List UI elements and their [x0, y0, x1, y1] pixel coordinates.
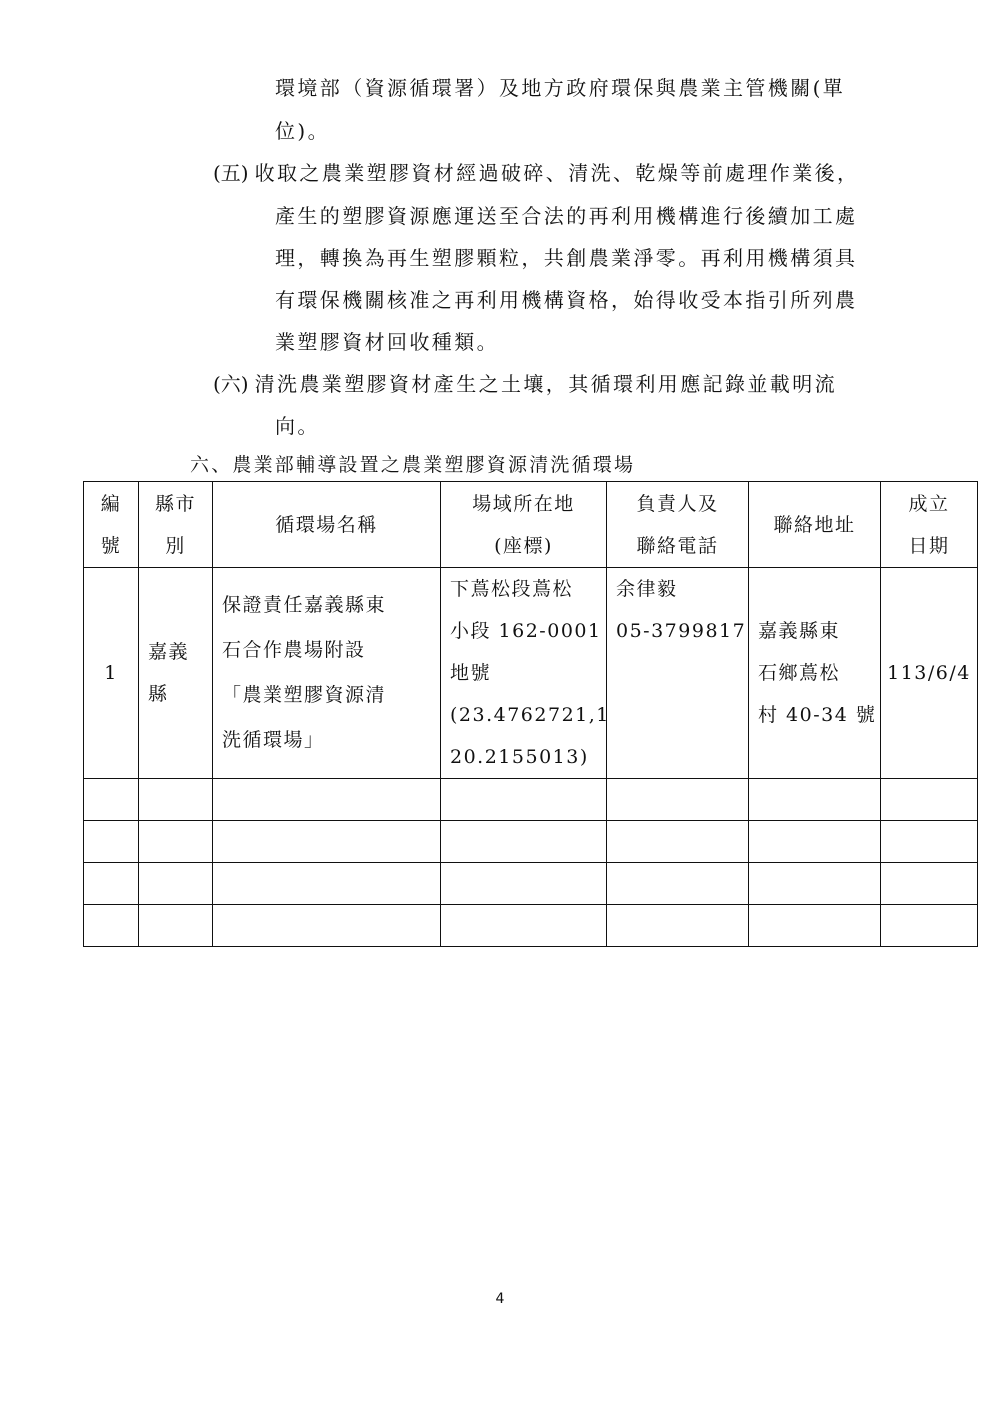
- cell-text: (23.4762721,1: [450, 704, 610, 726]
- body-line: 理，轉換為再生塑膠顆粒，共創農業淨零。再利用機構須具: [275, 246, 858, 270]
- empty-cell: [139, 779, 213, 821]
- cell-text: 嘉義縣東: [758, 620, 841, 642]
- body-line: 產生的塑膠資源應運送至合法的再利用機構進行後續加工處: [275, 204, 858, 228]
- table-row-empty: [84, 863, 978, 905]
- empty-cell: [749, 905, 881, 947]
- cell-text: 「農業塑膠資源清: [222, 684, 387, 706]
- body-line: 業塑膠資材回收種類。: [275, 330, 499, 354]
- empty-cell: [139, 863, 213, 905]
- header-text: 成立: [908, 492, 950, 515]
- body-line: 環境部（資源循環署）及地方政府環保與農業主管機關(單: [275, 76, 846, 100]
- header-location: [441, 482, 607, 568]
- header-address: [749, 482, 881, 568]
- header-name: [213, 482, 441, 568]
- empty-cell: [607, 905, 749, 947]
- header-date: [881, 482, 978, 568]
- header-text: 日期: [908, 534, 950, 557]
- header-text: 場域所在地: [472, 492, 575, 515]
- body-line: 收取之農業塑膠資材經過破碎、清洗、乾燥等前處理作業後，: [254, 161, 860, 185]
- cell-county: [139, 568, 213, 779]
- cell-address: [749, 568, 881, 779]
- list-item-6: [213, 370, 837, 398]
- header-text: 縣市: [154, 492, 196, 515]
- empty-cell: [607, 779, 749, 821]
- empty-cell: [881, 779, 978, 821]
- empty-cell: [139, 821, 213, 863]
- empty-cell: [213, 863, 441, 905]
- empty-cell: [84, 821, 139, 863]
- header-text: 負責人及: [636, 492, 719, 515]
- cell-text: 1: [104, 662, 118, 684]
- empty-cell: [213, 905, 441, 947]
- page-number: 4: [495, 1291, 505, 1307]
- empty-cell: [881, 863, 978, 905]
- empty-cell: [84, 905, 139, 947]
- empty-cell: [881, 905, 978, 947]
- cell-text: 下蔦松段蔦松: [450, 578, 574, 600]
- cell-text: 嘉義: [148, 641, 190, 663]
- empty-cell: [84, 779, 139, 821]
- list-marker: (六): [213, 372, 249, 396]
- empty-cell: [213, 779, 441, 821]
- empty-cell: [607, 863, 749, 905]
- header-text: 聯絡地址: [773, 513, 856, 536]
- header-text: 聯絡電話: [636, 534, 719, 557]
- list-marker: (五): [213, 161, 249, 185]
- header-county: [139, 482, 213, 568]
- empty-cell: [441, 863, 607, 905]
- cell-date: [881, 568, 978, 779]
- cell-text: 洗循環場」: [222, 729, 325, 751]
- cell-name: [213, 568, 441, 779]
- header-text: 編: [100, 492, 122, 515]
- cell-text: 石鄉蔦松: [758, 662, 841, 684]
- body-line: 清洗農業塑膠資材產生之土壤，其循環利用應記錄並載明流: [254, 372, 838, 396]
- empty-cell: [441, 779, 607, 821]
- empty-cell: [749, 779, 881, 821]
- cell-text: 保證責任嘉義縣東: [222, 594, 387, 616]
- header-text: (座標): [494, 534, 553, 557]
- cell-contact: [607, 568, 749, 779]
- cell-text: 113/6/4: [887, 662, 971, 684]
- empty-cell: [749, 821, 881, 863]
- header-number: [84, 482, 139, 568]
- empty-cell: [139, 905, 213, 947]
- table-row-empty: [84, 905, 978, 947]
- table-header-row: [84, 482, 978, 568]
- header-contact: [607, 482, 749, 568]
- table-row-empty: [84, 821, 978, 863]
- cell-text: 小段 162-0001: [450, 620, 602, 642]
- facilities-table: [83, 481, 978, 947]
- empty-cell: [213, 821, 441, 863]
- cell-location: [441, 568, 610, 779]
- list-item-5: [213, 159, 859, 187]
- table-row-empty: [84, 779, 978, 821]
- body-line: 位)。: [275, 119, 331, 143]
- cell-text: 石合作農場附設: [222, 639, 366, 661]
- section-title: 六、農業部輔導設置之農業塑膠資源清洗循環場: [190, 454, 636, 476]
- cell-text: 縣: [148, 683, 169, 705]
- header-text: 號: [100, 534, 122, 557]
- cell-text: 村 40-34 號: [758, 704, 877, 726]
- cell-text: 20.2155013): [450, 746, 589, 768]
- cell-number: [84, 568, 139, 779]
- empty-cell: [84, 863, 139, 905]
- header-text: 循環場名稱: [275, 513, 378, 536]
- cell-text: 05-3799817: [616, 620, 747, 642]
- empty-cell: [749, 863, 881, 905]
- cell-text: 余律毅: [616, 578, 678, 600]
- header-text: 別: [165, 534, 186, 557]
- empty-cell: [881, 821, 978, 863]
- empty-cell: [441, 905, 607, 947]
- table-row: [84, 568, 978, 779]
- cell-text: 地號: [450, 662, 492, 684]
- body-line: 有環保機關核准之再利用機構資格，始得收受本指引所列農: [275, 288, 858, 312]
- body-line: 向。: [275, 414, 320, 438]
- empty-cell: [607, 821, 749, 863]
- empty-cell: [441, 821, 607, 863]
